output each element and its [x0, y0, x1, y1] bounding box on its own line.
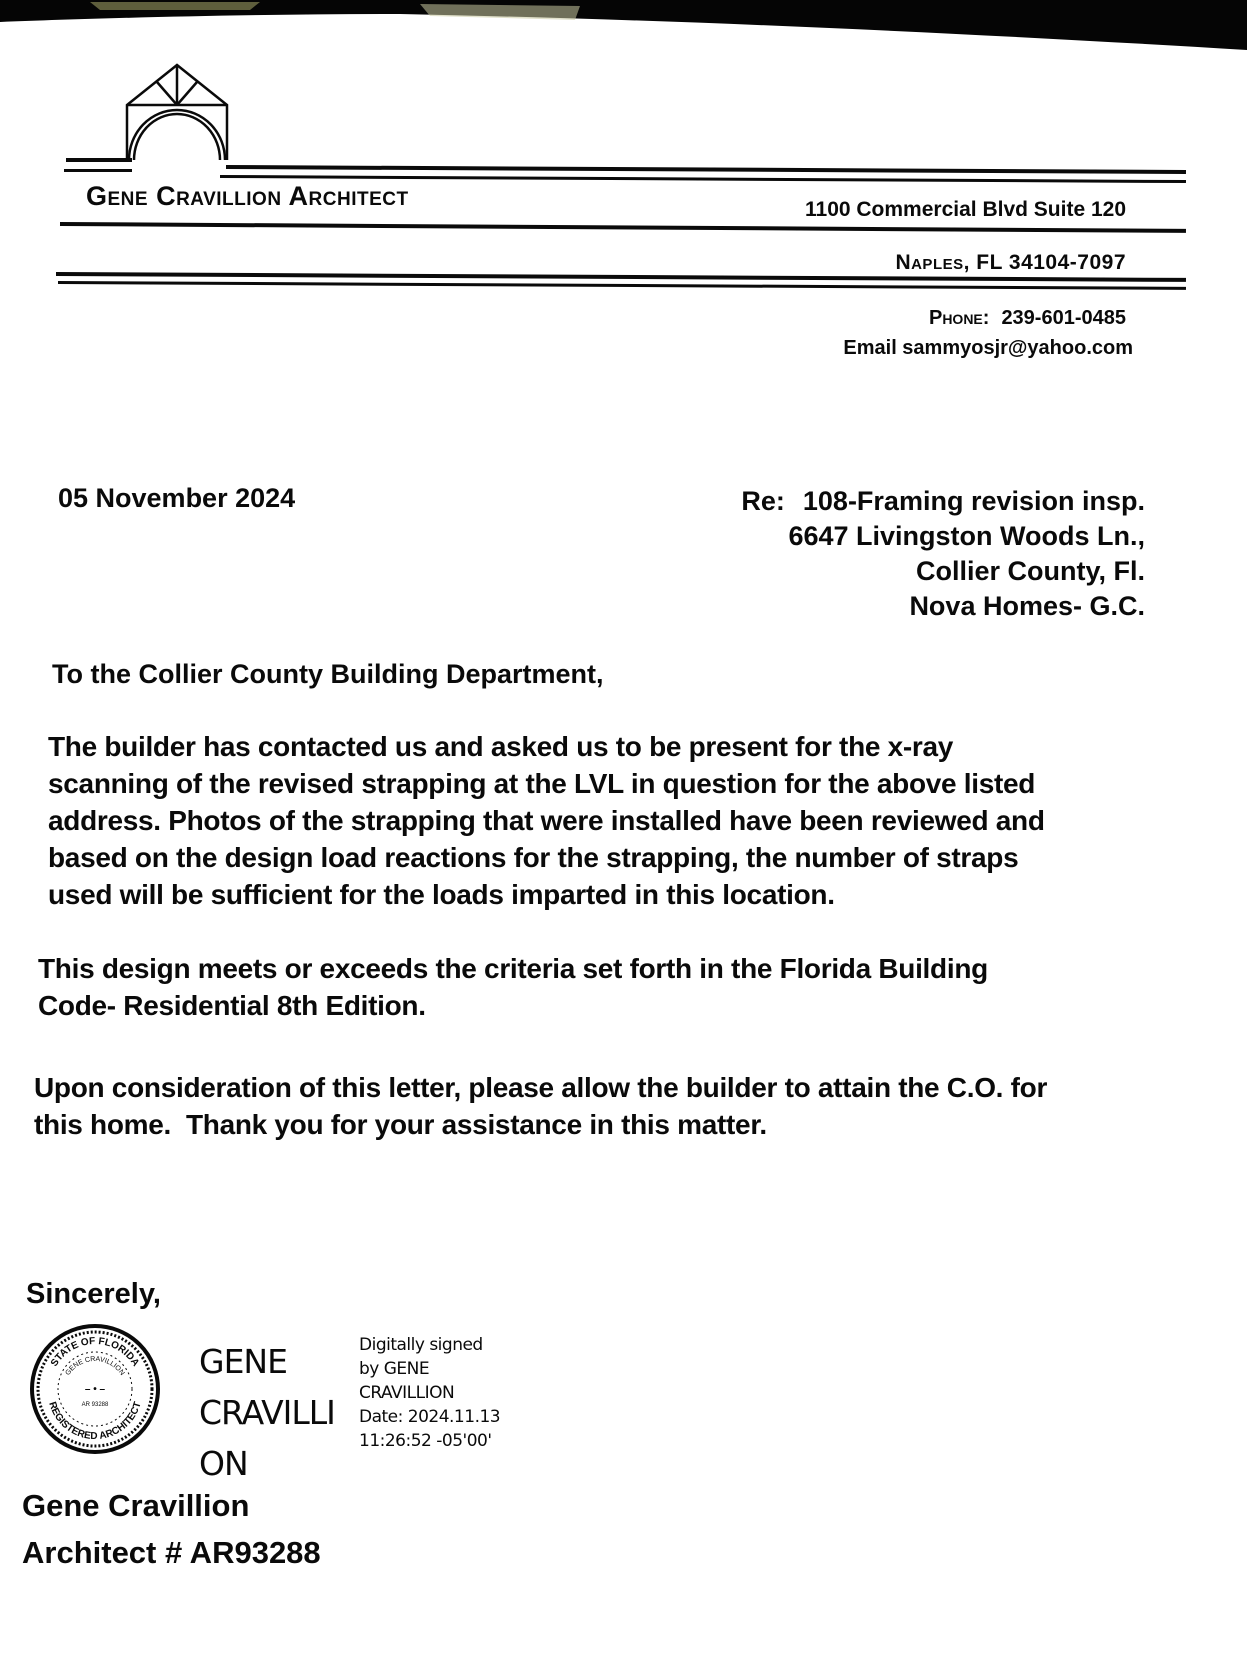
body-line: Code- Residential 8th Edition. — [38, 990, 426, 1021]
svg-text:– • –: – • – — [84, 1384, 106, 1395]
re-line: Collier County, Fl. — [916, 556, 1145, 586]
address-line-2: Naples, FL 34104-7097 — [895, 251, 1126, 274]
salutation: To the Collier County Building Department, — [52, 659, 604, 689]
scan-edge-shadow — [0, 0, 1247, 60]
re-line: 6647 Livingston Woods Ln., — [788, 521, 1145, 551]
digital-signature-name[interactable]: GENE CRAVILLI ON — [199, 1342, 335, 1483]
signer-license: Architect # AR93288 — [22, 1535, 321, 1570]
letterhead-rule — [64, 169, 132, 172]
letterhead-rule — [226, 165, 1186, 174]
phone-number[interactable]: 239-601-0485 — [1001, 307, 1126, 329]
body-line: this home. Thank you for your assistance in this matter. — [34, 1109, 767, 1140]
body-paragraph — [34, 1069, 1234, 1143]
seal-number: AR 93288 — [81, 1402, 109, 1408]
letterhead-rule — [58, 281, 1186, 290]
re-block — [741, 484, 1145, 624]
seal-bottom-text: REGISTERED ARCHITECT — [46, 1400, 144, 1443]
phone-line — [929, 307, 1126, 330]
re-line: Nova Homes- G.C. — [909, 591, 1145, 621]
letterhead-rule — [66, 158, 132, 162]
body-paragraph — [48, 728, 1247, 913]
body-line: The builder has contacted us and asked us to be present for the x-ray — [48, 731, 954, 762]
body-line: based on the design load reactions for the strapping, the number of straps — [48, 842, 1019, 873]
body-paragraph — [38, 950, 1238, 1024]
address-line-1: 1100 Commercial Blvd Suite 120 — [805, 198, 1126, 221]
phone-label: Phone: — [928, 307, 990, 329]
firm-name: Gene Cravillion Architect — [86, 181, 409, 211]
email-line[interactable]: Email sammyosjr@yahoo.com — [843, 337, 1133, 359]
re-line: Re: 108-Framing revision insp. — [741, 486, 1145, 516]
registered-architect-seal-icon — [28, 1322, 162, 1456]
signer-name: Gene Cravillion — [22, 1488, 250, 1523]
body-line: Upon consideration of this letter, please allow the builder to attain the C.O. for — [34, 1072, 1048, 1103]
body-line: scanning of the revised strapping at the LVL in question for the above listed — [48, 768, 1036, 799]
letterhead-rule — [60, 222, 1186, 233]
body-line: used will be sufficient for the loads imparted in this location. — [48, 879, 835, 910]
closing: Sincerely, — [26, 1278, 161, 1310]
letter-date: 05 November 2024 — [58, 483, 296, 513]
seal-top-text: STATE OF FLORIDA — [48, 1335, 142, 1369]
arched-truss-building-icon — [62, 60, 242, 170]
body-line: address. Photos of the strapping that were installed have been reviewed and — [48, 805, 1045, 836]
seal-middle-text: GENE CRAVILLION — [64, 1355, 126, 1377]
re-label: Re: — [741, 486, 785, 516]
body-line: This design meets or exceeds the criteria set forth in the Florida Building — [38, 953, 988, 984]
digital-signature-details[interactable]: Digitally signed by GENE CRAVILLION Date: 2024.11.13 11:26:52 -05'00' — [359, 1335, 501, 1451]
